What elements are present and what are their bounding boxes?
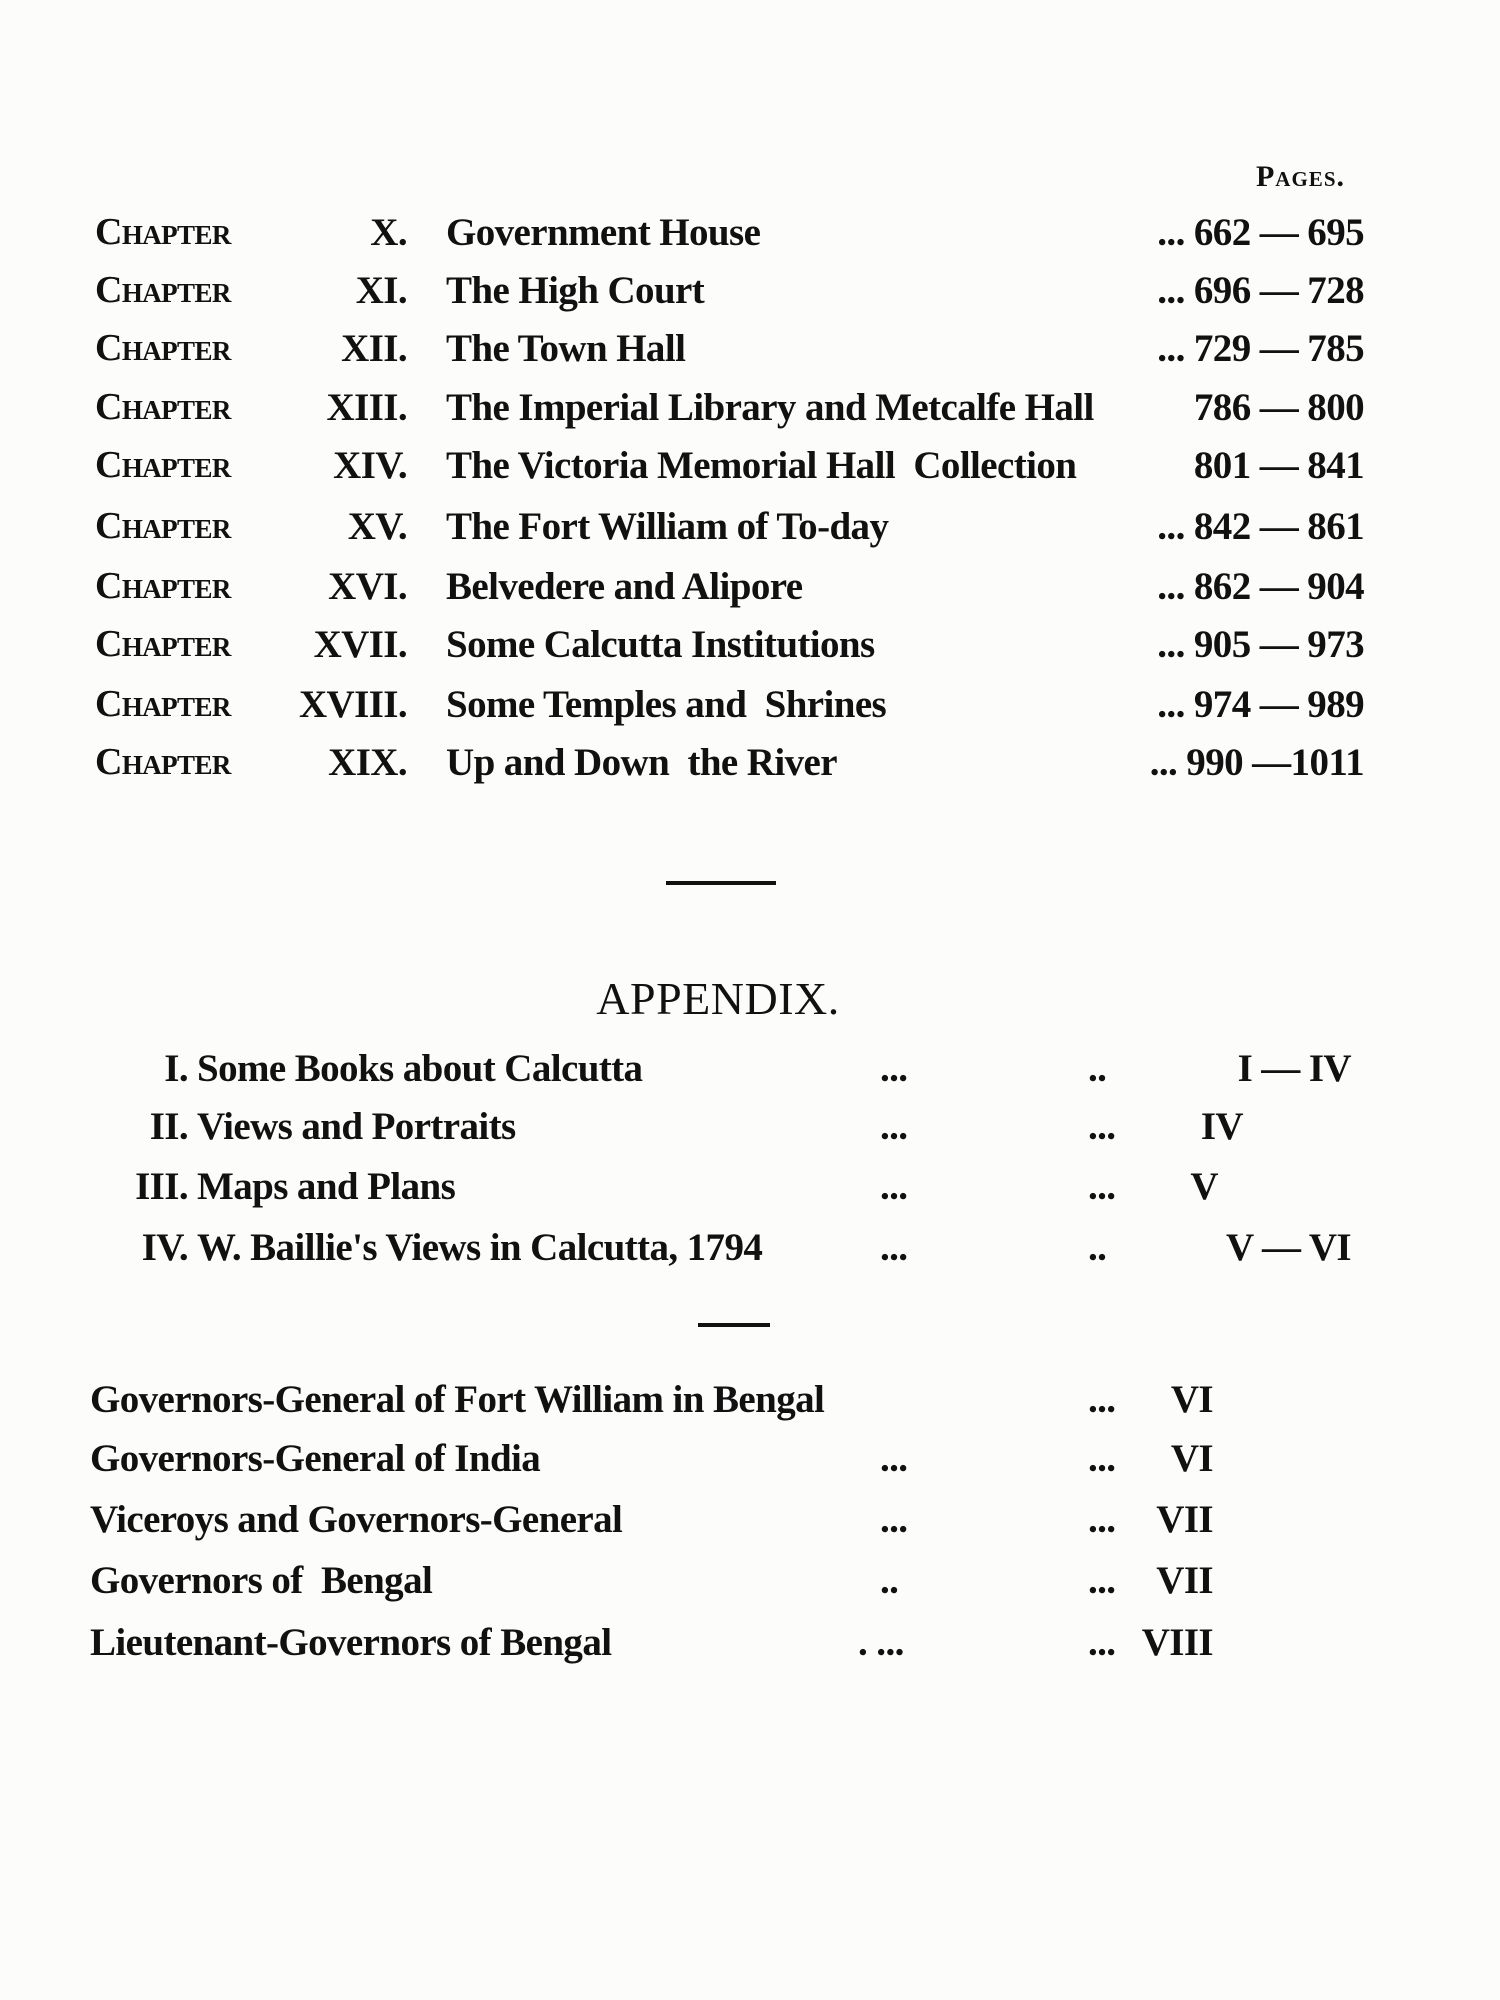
list-row xyxy=(0,1497,1500,1547)
chapter-numeral: X. xyxy=(370,211,407,254)
page-range: 696 — 728 xyxy=(1193,269,1364,312)
leader-dots: ... xyxy=(1088,1559,1116,1602)
chapter-numeral: XVII. xyxy=(313,623,407,666)
chapter-pages xyxy=(1157,268,1364,313)
list-title: Governors-General of Fort William in Bengal xyxy=(90,1378,825,1421)
chapter-row xyxy=(0,504,1500,554)
page-range: 905 — 973 xyxy=(1193,623,1364,666)
leader-dots: .. xyxy=(1088,1226,1107,1269)
chapter-label: Chapter xyxy=(95,444,231,486)
appendix-row xyxy=(0,1225,1500,1275)
chapter-pages xyxy=(1157,504,1364,549)
list-title: Lieutenant-Governors of Bengal xyxy=(90,1621,612,1664)
chapter-numeral: XIV. xyxy=(333,444,407,487)
appendix-pages: I — IV xyxy=(1237,1047,1351,1090)
chapter-row xyxy=(0,326,1500,376)
appendix-numeral: I. xyxy=(164,1047,188,1090)
chapter-label: Chapter xyxy=(95,269,231,311)
chapter-title: Up and Down the River xyxy=(446,741,837,784)
page-range: 974 — 989 xyxy=(1193,683,1364,726)
list-title: Governors of Bengal xyxy=(90,1559,433,1602)
chapter-label: Chapter xyxy=(95,565,231,607)
appendix-heading: APPENDIX. xyxy=(596,973,840,1024)
leader-dots: ... xyxy=(1157,505,1185,548)
leader-dots: ... xyxy=(1088,1621,1116,1664)
leader-dots: ... xyxy=(1157,683,1185,726)
appendix-title: Maps and Plans xyxy=(197,1165,456,1208)
leader-dots: ... xyxy=(1088,1378,1116,1421)
chapter-title: The High Court xyxy=(446,269,705,312)
list-title: Viceroys and Governors-General xyxy=(90,1498,623,1541)
leader-dots: ... xyxy=(880,1047,908,1090)
leader-dots: ... xyxy=(880,1498,908,1541)
appendix-numeral: II. xyxy=(149,1105,188,1148)
chapter-numeral: XVI. xyxy=(328,565,407,608)
leader-dots: ... xyxy=(1157,565,1185,608)
appendix-pages: IV xyxy=(1200,1105,1243,1148)
chapter-row xyxy=(0,268,1500,318)
chapter-pages xyxy=(1157,564,1364,609)
leader-dots: ... xyxy=(1088,1437,1116,1480)
chapter-pages xyxy=(1157,210,1364,255)
list-pages: VII xyxy=(1156,1498,1213,1541)
chapter-title: Belvedere and Alipore xyxy=(446,565,803,608)
list-pages: VIII xyxy=(1141,1621,1213,1664)
leader-dots: ... xyxy=(880,1105,908,1148)
appendix-row xyxy=(0,1046,1500,1096)
leader-dots: ... xyxy=(1088,1498,1116,1541)
chapter-label: Chapter xyxy=(95,386,231,428)
page-range: 729 — 785 xyxy=(1193,327,1364,370)
list-title: Governors-General of India xyxy=(90,1437,541,1480)
list-row xyxy=(0,1436,1500,1486)
page-range: 990 —1011 xyxy=(1186,741,1364,784)
chapter-pages xyxy=(1157,622,1364,667)
chapter-label: Chapter xyxy=(95,741,231,783)
leader-dots: ... xyxy=(1088,1165,1116,1208)
chapter-title: The Fort William of To-day xyxy=(446,505,889,548)
chapter-numeral: XI. xyxy=(355,269,407,312)
leader-dots: .. xyxy=(880,1559,899,1602)
chapter-numeral: XIX. xyxy=(328,741,407,784)
list-row xyxy=(0,1377,1500,1427)
chapter-row xyxy=(0,740,1500,790)
chapter-label: Chapter xyxy=(95,623,231,665)
chapter-row xyxy=(0,443,1500,493)
page-range: 801 — 841 xyxy=(1193,444,1364,487)
chapter-title: Some Temples and Shrines xyxy=(446,683,887,726)
leader-dots: ... xyxy=(880,1226,908,1269)
chapter-pages xyxy=(1150,740,1364,785)
chapter-pages xyxy=(1157,682,1364,727)
list-row xyxy=(0,1620,1500,1670)
chapter-row xyxy=(0,564,1500,614)
page-range: 842 — 861 xyxy=(1193,505,1364,548)
appendix-title: Views and Portraits xyxy=(197,1105,516,1148)
chapter-title: Some Calcutta Institutions xyxy=(446,623,875,666)
appendix-row xyxy=(0,1164,1500,1214)
appendix-numeral: IV. xyxy=(141,1226,188,1269)
leader-dots: .. xyxy=(1088,1047,1107,1090)
leader-dots: ... xyxy=(1149,741,1178,784)
leader-dots: ... xyxy=(880,1165,908,1208)
appendix-title: W. Baillie's Views in Calcutta, 1794 xyxy=(197,1226,763,1269)
chapter-numeral: XIII. xyxy=(326,386,407,429)
list-pages: VI xyxy=(1170,1437,1213,1480)
chapter-label: Chapter xyxy=(95,505,231,547)
chapter-title: Government House xyxy=(446,211,761,254)
section-divider xyxy=(698,1323,770,1327)
chapter-title: The Town Hall xyxy=(446,327,686,370)
chapter-row xyxy=(0,682,1500,732)
leader-dots: ... xyxy=(1088,1105,1116,1148)
chapter-numeral: XV. xyxy=(347,505,407,548)
chapter-title: The Victoria Memorial Hall Collection xyxy=(446,444,1077,487)
chapter-label: Chapter xyxy=(95,327,231,369)
leader-dots: ... xyxy=(1157,327,1185,370)
appendix-pages: V — VI xyxy=(1226,1226,1351,1269)
chapter-row xyxy=(0,210,1500,260)
list-pages: VI xyxy=(1170,1378,1213,1421)
appendix-title: Some Books about Calcutta xyxy=(197,1047,643,1090)
appendix-row xyxy=(0,1104,1500,1154)
page-range: 862 — 904 xyxy=(1193,565,1364,608)
chapter-pages xyxy=(1194,385,1364,430)
leader-dots: ... xyxy=(880,1437,908,1480)
pages-column-heading: Pages. xyxy=(1255,160,1345,193)
chapter-pages xyxy=(1194,443,1364,488)
chapter-numeral: XII. xyxy=(341,327,407,370)
list-pages: VII xyxy=(1156,1559,1213,1602)
leader-dots: ... xyxy=(1157,211,1185,254)
leader-dots: . ... xyxy=(858,1621,904,1664)
leader-dots: ... xyxy=(1157,269,1185,312)
page-range: 786 — 800 xyxy=(1193,386,1364,429)
list-row xyxy=(0,1558,1500,1608)
appendix-pages: V xyxy=(1190,1165,1218,1208)
chapter-label: Chapter xyxy=(95,683,231,725)
chapter-row xyxy=(0,385,1500,435)
leader-dots: ... xyxy=(1157,623,1185,666)
chapter-numeral: XVIII. xyxy=(298,683,407,726)
chapter-row xyxy=(0,622,1500,672)
chapter-pages xyxy=(1157,326,1364,371)
appendix-numeral: III. xyxy=(135,1165,188,1208)
section-divider xyxy=(666,881,776,885)
chapter-title: The Imperial Library and Metcalfe Hall xyxy=(446,386,1094,429)
page-range: 662 — 695 xyxy=(1193,211,1364,254)
chapter-label: Chapter xyxy=(95,211,231,253)
